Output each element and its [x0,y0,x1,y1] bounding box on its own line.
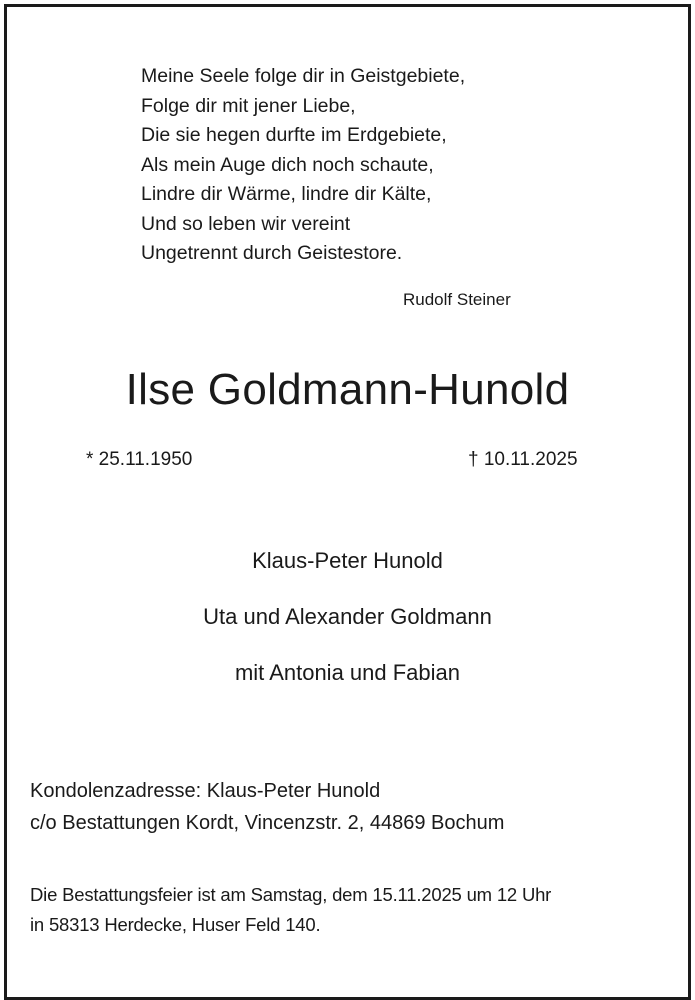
death-date: † 10.11.2025 [468,449,578,470]
deceased-name: Ilse Goldmann-Hunold [125,365,570,414]
poem-line: Und so leben wir vereint [141,212,351,235]
condolence-address [30,776,504,839]
poem-author: Rudolf Steiner [403,290,511,309]
funeral-info [30,880,551,940]
condolence-line: Kondolenzadresse: Klaus-Peter Hunold [30,780,381,802]
poem-line: Lindre dir Wärme, lindre dir Kälte, [141,183,432,205]
poem-line: Folge dir mit jener Liebe, [141,94,356,117]
poem [141,62,465,269]
poem-line: Als mein Auge dich noch schaute, [141,153,434,176]
mourner-line: Uta und Alexander Goldmann [203,604,492,629]
poem-line: Ungetrennt durch Geistestore. [141,242,403,264]
mourner-line: mit Antonia und Fabian [234,660,461,685]
condolence-line: c/o Bestattungen Kordt, Vincenzstr. 2, 44869 Bochum [30,811,505,834]
poem-line: Die sie hegen durfte im Erdgebiete, [141,124,447,146]
birth-date: * 25.11.1950 [86,449,193,470]
mourner-line: Klaus-Peter Hunold [252,548,443,573]
funeral-line: in 58313 Herdecke, Huser Feld 140. [30,914,321,935]
mourners-list [0,548,695,716]
funeral-line: Die Bestattungsfeier ist am Samstag, dem 15.11.2025 um 12 Uhr [30,884,552,905]
poem-line: Meine Seele folge dir in Geistgebiete, [141,65,466,87]
